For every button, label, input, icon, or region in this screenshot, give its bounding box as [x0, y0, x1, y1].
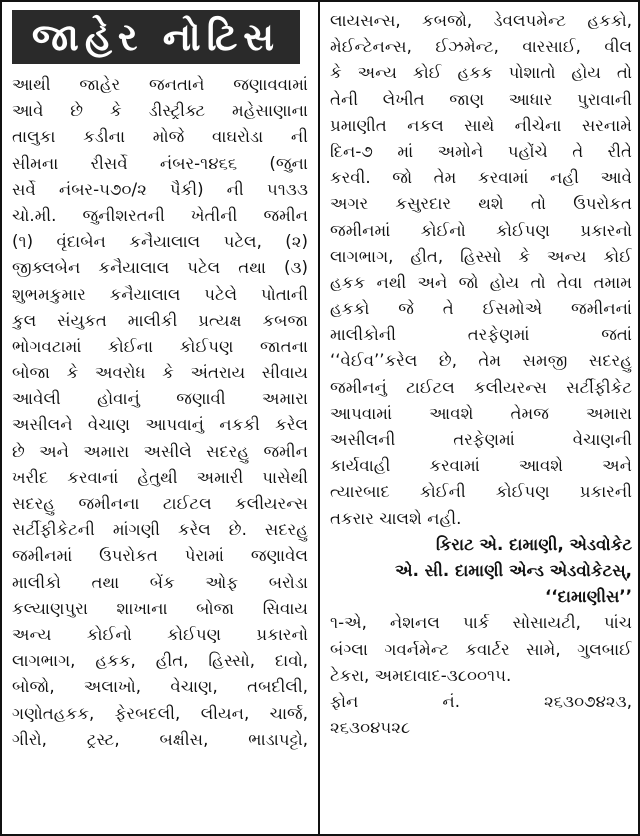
advocate-name: કિરાટ એ. દામાણી, એડવોકેટ: [435, 534, 632, 554]
notice-text-line: હકકો જે તે ઈસમોએ જમીનનાં: [330, 299, 632, 319]
address-line: બંગ્લા ગવર્નમેન્ટ કવાર્ટર સામે, ગુલબાઈ: [330, 639, 632, 659]
notice-text-line: છે અને અમારા અસીલે સદરહુ જમીન: [12, 441, 308, 461]
notice-text-line: સીમના રીસર્વે નંબર-૧૪૬૬ (જુના: [12, 153, 308, 173]
notice-text-line: તાલુકા કડીના મોજે વાઘરોડા ની: [12, 127, 308, 147]
notice-text-line: ગીરો, ટ્રસ્ટ, બક્ષીસ, ભાડાપટ્ટો,: [12, 729, 308, 749]
notice-text-line: આવેલી હોવાનું જણાવી અમારા: [12, 389, 308, 409]
right-column-text: [330, 8, 632, 741]
notice-text-line: અગર કસુરદાર થશે તો ઉપરોકત: [330, 194, 632, 214]
notice-text-line: જમીનમાં ઉપરોકત પેરામાં જણાવેલ: [12, 546, 308, 566]
left-column-text: [12, 72, 308, 753]
notice-text-line: માલીકોની તરફેણમાં જતાં: [330, 325, 632, 345]
firm-short-name: ‘‘દામાણીસ’’: [545, 587, 632, 607]
notice-text-line: આથી જાહેર જનતાને જણાવવામાં: [12, 75, 308, 94]
notice-text-line: બોજા કે અવરોધ કે અંતરાય સીવાય: [12, 363, 308, 383]
column-divider: [318, 2, 320, 834]
notice-text-line: જમીનમાં કોઈનો કોઈપણ પ્રકારનો: [330, 220, 632, 240]
notice-text-line: ખરીદ કરવાનાં હેતુથી અમારી પાસેથી: [12, 467, 308, 487]
notice-text-line: સદરહુ જમીનના ટાઈટલ કલીયરન્સ: [12, 494, 308, 513]
notice-text-line: લાયસન્સ, કબજો, ડેવલપમેન્ટ હકકો,: [330, 11, 632, 30]
notice-text-line: જીક્લબેન કનૈયાલાલ પટેલ તથા (૩): [12, 258, 308, 278]
notice-text-line: કુલ સંયુકત માલીકી પ્રત્યક્ષ કબજા: [12, 310, 308, 330]
notice-text-line: હકક નથી અને જો હોય તો તેવા તમામ: [330, 272, 632, 292]
address-line: ૧-એ, નેશનલ પાર્ક સોસાયટી, પાંચ: [330, 613, 632, 633]
notice-text-line: કાર્યવાહી કરવામાં આવશે અને: [330, 456, 632, 476]
firm-name: એ. સી. દામાણી એન્ડ એડવોકેટસ્,: [395, 560, 632, 580]
notice-text-line: ભોગવટામાં કોઈના કોઈપણ જાતના: [12, 336, 308, 356]
notice-text-line: ‘‘વેઈવ’’કરેલ છે, તેમ સમજી સદરહુ: [330, 351, 632, 371]
notice-text-line: લાગભાગ, હકક, હીત, હિસ્સો, દાવો,: [12, 651, 308, 671]
notice-text-line: ગણોતહકક, ફેરબદલી, લીયન, ચાર્જ,: [12, 703, 308, 723]
notice-heading: જાહેર નોટિસ: [12, 10, 300, 64]
notice-text-line: જમીનનું ટાઈટલ કલીયરન્સ સર્ટીફીકેટ: [330, 377, 632, 397]
notice-text-line: બોજો, અલાખો, વેચાણ, તબદીલી,: [12, 677, 308, 697]
address-line: ટેકરા, અમદાવાદ-૩૮૦૦૧૫.: [330, 665, 512, 685]
phone-line: ૨૬૩૦૪૫૨૮: [330, 718, 411, 738]
notice-text-line: શુભમકુમાર કનૈયાલાલ પટેલે પોતાની: [12, 284, 308, 304]
notice-text-line: માલીકો તથા બેંક ઓફ બરોડા: [12, 572, 308, 592]
notice-text-line: અસીલની તરફેણમાં વેચાણની: [330, 430, 632, 449]
notice-text-line: સર્ટીફીકેટની માંગણી કરેલ છે. સદરહુ: [12, 520, 308, 540]
notice-text-line: પ્રમાણીત નકલ સાથે નીચેના સરનામે: [330, 115, 632, 135]
notice-text-line: અસીલને વેચાણ આપવાનું નકકી કરેલ: [12, 415, 308, 435]
notice-text-line: તકરાર ચાલશે નહી.: [330, 508, 462, 528]
notice-text-line: કરવી. જો તેમ કરવામાં નહી આવે: [330, 168, 632, 188]
notice-text-line: સર્વે નંબર-૫૭૦/૨ પૈકી) ની ૫૧૩૩: [12, 179, 308, 199]
notice-text-line: કે અન્ય કોઈ હકક પોશાતો હોય તો: [330, 63, 632, 83]
notice-text-line: આપવામાં આવશે તેમજ અમારા: [330, 403, 632, 423]
notice-text-line: મેઈન્ટેનન્સ, ઈઝમેન્ટ, વારસાઈ, વીલ: [330, 37, 632, 57]
phone-line: ફોન નં. ૨૬૩૦૭૪૨૩,: [330, 691, 632, 711]
notice-text-line: ચો.મી. જુનીશરતની ખેતીની જમીન: [12, 205, 308, 225]
notice-text-line: અન્ય કોઈનો કોઈપણ પ્રકારનો: [12, 624, 308, 644]
notice-text-line: (૧) વૃંદાબેન કનૈયાલાલ પટેલ, (૨): [12, 232, 308, 252]
notice-text-line: આવે છે કે ડીસ્ટ્રીક્ટ મહેસાણાના: [12, 101, 308, 121]
notice-text-line: લાગભાગ, હીત, હિસ્સો કે અન્ય કોઈ: [330, 246, 632, 266]
notice-text-line: કલ્યાણપુરા શાખાના બોજા સિવાય: [12, 598, 308, 618]
notice-text-line: દિન-૭ માં અમોને પહોંચે તે રીતે: [330, 141, 632, 161]
notice-text-line: ત્યારબાદ કોઈની કોઈપણ પ્રકારની: [330, 482, 632, 502]
notice-text-line: તેની લેખીત જાણ આધાર પુરાવાની: [330, 89, 632, 109]
